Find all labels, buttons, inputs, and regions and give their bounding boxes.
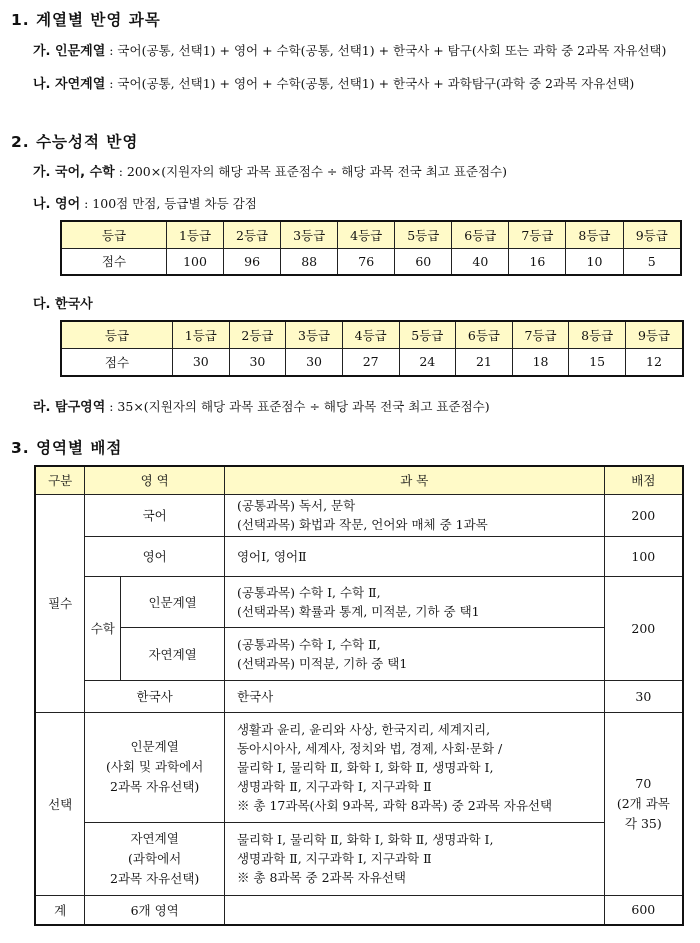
header-label: 등급 [61, 221, 167, 248]
subject-line: (선택과목) 미적분, 기하 중 택1 [236, 655, 408, 671]
total-area: 6개 영역 [85, 895, 225, 925]
grade-cell: 8등급 [566, 221, 623, 248]
section-1-item-ga [33, 40, 666, 59]
score-cell: 15 [569, 348, 626, 376]
table-row-english [35, 536, 683, 576]
total-points: 600 [604, 895, 683, 925]
score-cell: 12 [626, 348, 684, 376]
item-text: : 국어(공통, 선택1) + 영어 + 수학(공통, 선택1) + 한국사 + 탐구(사회 또는 과학 중 2과목 자유선택) [105, 43, 667, 58]
score-cell: 60 [395, 248, 452, 275]
area-math: 수학 [85, 576, 121, 680]
grade-cell: 3등급 [286, 321, 343, 348]
points-math: 200 [604, 576, 683, 680]
points-elective [604, 712, 683, 895]
math-humanities-label: 인문계열 [121, 576, 225, 627]
grade-cell: 1등급 [173, 321, 230, 348]
score-cell: 40 [452, 248, 509, 275]
grade-cell: 1등급 [167, 221, 224, 248]
subject-line: 생활과 윤리, 윤리와 사상, 한국지리, 세계지리, [236, 721, 491, 737]
subject-line: (선택과목) 확률과 통계, 미적분, 기하 중 택1 [236, 603, 480, 619]
header-points: 배점 [604, 466, 683, 494]
score-cell: 24 [399, 348, 456, 376]
subject-math-natural [224, 627, 604, 680]
table-row-korean [35, 494, 683, 536]
area-line: (사회 및 과학에서 [105, 759, 204, 774]
grade-cell: 9등급 [626, 321, 684, 348]
total-label: 계 [35, 895, 85, 925]
english-grade-table [60, 220, 682, 276]
grade-cell: 8등급 [569, 321, 626, 348]
score-cell: 10 [566, 248, 623, 275]
item-label: 가. 국어, 수학 [33, 165, 115, 180]
grade-cell: 5등급 [399, 321, 456, 348]
grade-cell: 6등급 [456, 321, 513, 348]
item-text: : 35×(지원자의 해당 과목 표준점수 ÷ 해당 과목 전국 최고 표준점수) [105, 399, 490, 414]
points-english: 100 [604, 536, 683, 576]
subject-line: 생명과학 Ⅱ, 지구과학 Ⅰ, 지구과학 Ⅱ [236, 778, 432, 794]
grade-cell: 7등급 [509, 221, 566, 248]
score-cell: 30 [173, 348, 230, 376]
subject-line: (공통과목) 수학 Ⅰ, 수학 Ⅱ, [236, 584, 381, 600]
area-line: 인문계열 [130, 739, 179, 754]
subject-line: ※ 총 17과목(사회 9과목, 과학 8과목) 중 2과목 자유선택 [236, 797, 553, 813]
header-subject: 과 목 [224, 466, 604, 494]
subject-line: 생명과학 Ⅱ, 지구과학 Ⅰ, 지구과학 Ⅱ [236, 851, 432, 866]
score-cell: 5 [623, 248, 681, 275]
subject-line: 동아시아사, 세계사, 정치와 법, 경제, 사회·문화 / [236, 740, 503, 756]
area-elective-humanities [85, 712, 225, 822]
points-korean: 200 [604, 494, 683, 536]
area-line: (과학에서 [128, 850, 182, 866]
grade-cell: 2등급 [229, 321, 286, 348]
history-grade-table [60, 320, 684, 377]
section-2-item-na [33, 193, 257, 212]
table-row-history [35, 680, 683, 712]
section-2-item-ra [33, 396, 490, 415]
score-cell: 30 [229, 348, 286, 376]
item-label: 라. 탐구영역 [33, 400, 106, 415]
table-row-elective-humanities [35, 712, 683, 822]
subject-math-humanities [224, 576, 604, 627]
required-category: 필수 [35, 494, 85, 712]
subject-line: 물리학 Ⅰ, 물리학 Ⅱ, 화학 Ⅰ, 화학 Ⅱ, 생명과학 Ⅰ, [236, 759, 494, 775]
area-elective-natural [85, 822, 225, 895]
item-label: 다. 한국사 [33, 297, 93, 312]
score-row [61, 248, 681, 275]
elective-category: 선택 [35, 712, 85, 895]
subject-line: (공통과목) 수학 Ⅰ, 수학 Ⅱ, [236, 636, 381, 652]
score-cell: 76 [338, 248, 395, 275]
area-line: 자연계열 [130, 830, 179, 846]
table-row-elective-natural [35, 822, 683, 895]
item-label: 나. 자연계열 [33, 77, 106, 92]
header-area: 영 역 [85, 466, 225, 494]
grade-cell: 4등급 [342, 321, 399, 348]
subject-english: 영어Ⅰ, 영어Ⅱ [224, 536, 604, 576]
table-header-row [35, 466, 683, 494]
score-cell: 96 [224, 248, 281, 275]
section-3-title: 3. 영역별 배점 [11, 439, 123, 457]
grade-header-row [61, 221, 681, 248]
subject-elective-humanities [224, 712, 604, 822]
points-line: 70 [635, 775, 652, 791]
header-category: 구분 [35, 466, 85, 494]
section-2-item-ga [33, 161, 507, 180]
area-english: 영어 [85, 536, 225, 576]
area-points-table [34, 465, 684, 926]
subject-line: (선택과목) 화법과 작문, 언어와 매체 중 1과목 [236, 517, 488, 532]
math-natural-label: 자연계열 [121, 627, 225, 680]
subject-line: 물리학 Ⅰ, 물리학 Ⅱ, 화학 Ⅰ, 화학 Ⅱ, 생명과학 Ⅰ, [236, 832, 494, 847]
score-cell: 30 [286, 348, 343, 376]
points-history: 30 [604, 680, 683, 712]
item-label: 나. 영어 [33, 197, 81, 212]
points-line: 각 35) [624, 815, 662, 831]
score-cell: 100 [167, 248, 224, 275]
grade-cell: 2등급 [224, 221, 281, 248]
grade-cell: 9등급 [623, 221, 681, 248]
grade-cell: 6등급 [452, 221, 509, 248]
area-line: 2과목 자유선택) [110, 779, 200, 794]
grade-header-row [61, 321, 683, 348]
subject-elective-natural [224, 822, 604, 895]
score-cell: 21 [456, 348, 513, 376]
subject-line: ※ 총 8과목 중 2과목 자유선택 [236, 870, 406, 885]
table-row-total [35, 895, 683, 925]
table-row-math-natural [35, 627, 683, 680]
score-cell: 18 [512, 348, 569, 376]
score-row [61, 348, 683, 376]
score-cell: 88 [281, 248, 338, 275]
score-cell: 27 [342, 348, 399, 376]
grade-cell: 3등급 [281, 221, 338, 248]
section-1-title: 1. 계열별 반영 과목 [11, 11, 161, 29]
points-line: (2개 과목 [616, 795, 670, 811]
table-row-math-humanities [35, 576, 683, 627]
item-text: : 국어(공통, 선택1) + 영어 + 수학(공통, 선택1) + 한국사 + 과학탐구(과학 중 2과목 자유선택) [105, 76, 635, 91]
score-label: 점수 [61, 348, 173, 376]
header-label: 등급 [61, 321, 173, 348]
grade-cell: 7등급 [512, 321, 569, 348]
subject-history: 한국사 [224, 680, 604, 712]
item-label: 가. 인문계열 [33, 44, 106, 59]
area-line: 2과목 자유선택) [110, 870, 200, 886]
score-label: 점수 [61, 248, 167, 275]
section-1-item-na [33, 73, 634, 92]
section-2-item-da [33, 293, 93, 312]
subject-line: (공통과목) 독서, 문학 [236, 498, 356, 513]
grade-cell: 5등급 [395, 221, 452, 248]
area-korean: 국어 [85, 494, 225, 536]
item-text: : 200×(지원자의 해당 과목 표준점수 ÷ 해당 과목 전국 최고 표준점수) [114, 164, 508, 179]
section-2-title: 2. 수능성적 반영 [11, 133, 139, 151]
total-subject-empty [224, 895, 604, 925]
area-history: 한국사 [85, 680, 225, 712]
subject-korean [224, 494, 604, 536]
score-cell: 16 [509, 248, 566, 275]
item-text: : 100점 만점, 등급별 차등 감점 [80, 196, 257, 211]
grade-cell: 4등급 [338, 221, 395, 248]
